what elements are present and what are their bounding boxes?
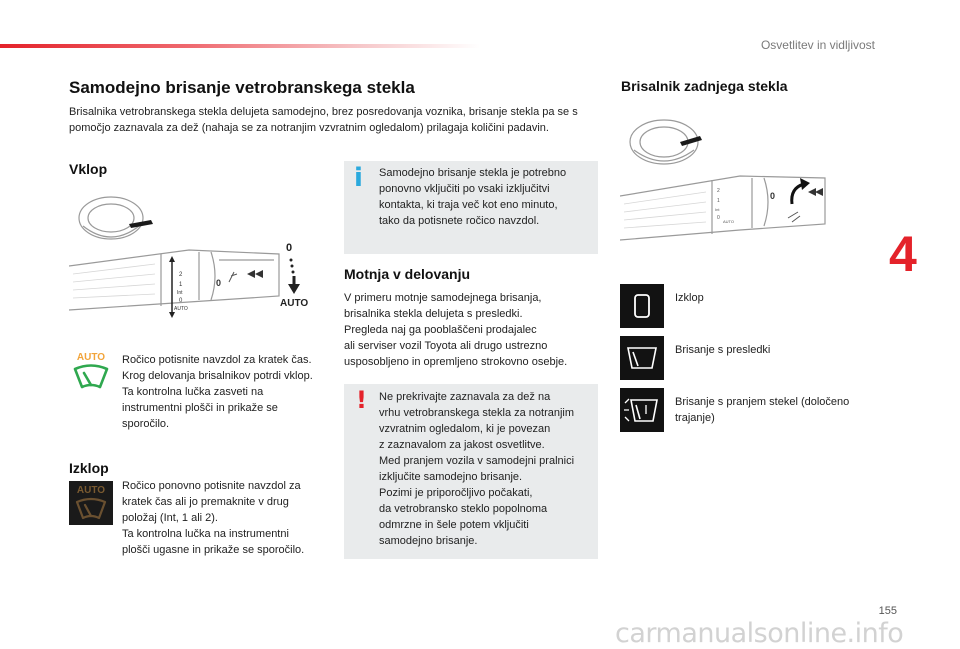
watermark: carmanualsonline.info [615, 618, 904, 649]
warning-text: Ne prekrivajte zaznavala za dež na vrhu vetrobranskega stekla za notranjim vzvratnim ogledalom, ki je povezan z zaznavalom za jakost osvetlitve. Med pranjem vozila v samodejni pralnici izključite samodejno brisanje. Pozimi je priporočljivo počakati, da vetrobransko steklo popolnoma odmrzne in šele potem vključiti samodejno brisanje. [379, 391, 575, 547]
ring-label: Int [715, 207, 720, 212]
vklop-text: Ročico potisnite navzdol za kratek čas. Krog delovanja brisalnikov potrdi vklop. Ta kontrolna lučka zasveti na instrumentni plošči in prikaže se sporočilo. [122, 354, 313, 430]
rear-wash-label: Brisanje s pranjem stekel (določeno trajanje) [675, 396, 850, 424]
ring-label: 2 [179, 272, 183, 278]
motnja-heading: Motnja v delovanju [344, 266, 471, 282]
wiper-icon-dim [69, 496, 113, 522]
wiper-stalk-diagram [69, 190, 331, 322]
auto-label: AUTO [280, 298, 309, 309]
vklop-heading: Vklop [69, 161, 108, 177]
page-title: Samodejno brisanje vetrobranskega stekla [69, 78, 415, 97]
intro-paragraph: Brisalnika vetrobranskega stekla delujeta samodejno, brez posredovanja voznika, brisanje stekla pa se s pomočjo zaznavala za dež (nahaja se za notranjim vzvratnim ogledalom) prilagaja količini padavin. [69, 106, 578, 134]
rear-off-icon [620, 284, 664, 328]
chapter-number: 4 [889, 226, 917, 282]
izklop-text: Ročico ponovno potisnite navzdol za kratek čas ali jo premaknite v drug položaj (Int, 1 ali 2). Ta kontrolna lučka na instrumentni plošči ugasne in prikaže se sporočilo. [122, 480, 305, 556]
ring-label: 1 [717, 198, 720, 204]
info-text: Samodejno brisanje stekla je potrebno ponovno vključiti po vsaki izključitvi kontakta, ki traja več kot eno minuto, tako da potisnete ročico navzdol. [379, 167, 567, 227]
izklop-heading: Izklop [69, 460, 109, 476]
rear-intermittent-icon [620, 336, 664, 380]
header-accent-bar [0, 44, 480, 48]
rear-off-label: Izklop [675, 292, 704, 304]
rear-wiper-diagram [620, 112, 850, 244]
ring-label: AUTO [174, 306, 188, 312]
position-zero-label: 0 [286, 242, 293, 254]
info-icon: i [354, 163, 363, 193]
wiper-icon [72, 363, 110, 391]
rear-intermittent-label: Brisanje s presledki [675, 344, 771, 356]
auto-wiper-off-indicator [69, 481, 113, 525]
auto-icon-label: AUTO [76, 352, 106, 363]
ring-label: 0 [717, 215, 720, 221]
ring-label: 2 [717, 188, 720, 194]
ring-label: 0 [179, 298, 183, 304]
page-number: 155 [878, 605, 897, 617]
rear-heading: Brisalnik zadnjega stekla [621, 78, 788, 94]
auto-wiper-indicator [72, 352, 110, 396]
section-title: Osvetlitev in vidljivost [760, 38, 875, 52]
ring-label: Int [177, 290, 183, 296]
auto-icon-label: AUTO [76, 485, 106, 496]
rear-wash-icon [620, 388, 664, 432]
ring-label: AUTO [723, 219, 735, 224]
info-box [344, 161, 598, 254]
warning-icon: ! [356, 386, 367, 414]
ring-label: 1 [179, 282, 183, 288]
position-zero-label: 0 [216, 278, 222, 288]
warning-box [344, 384, 598, 559]
motnja-text: V primeru motnje samodejnega brisanja, brisalnika stekla delujeta s presledki. Pregleda naj ga pooblaščeni prodajalec ali serviser vozil Toyota ali drugo ustrezno usposobljeno in opremljeno strokovno osebje. [344, 292, 568, 368]
position-zero-label: 0 [770, 191, 776, 201]
